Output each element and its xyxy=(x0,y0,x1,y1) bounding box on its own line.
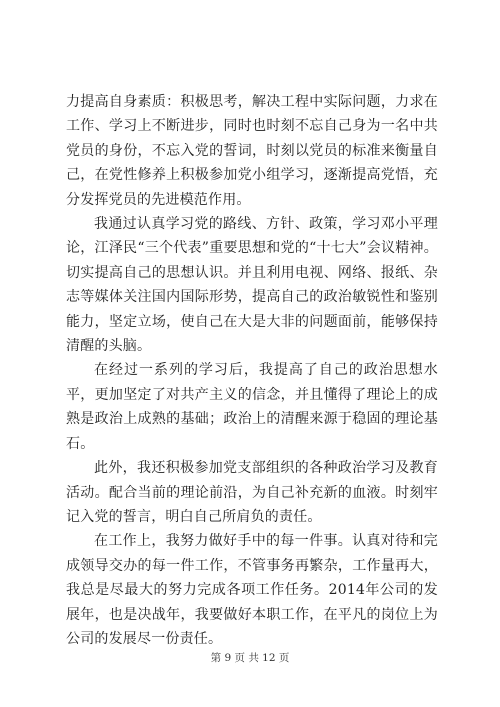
paragraph-4: 此外，我还积极参加党支部组织的各种政治学习及教育活动。配合当前的理论前沿，为自己补充新的血液。时刻牢记入党的誓言，明白自己所肩负的责任。 xyxy=(66,460,438,525)
document-body xyxy=(66,90,438,651)
paragraph-1: 力提高自身素质：积极思考，解决工程中实际问题，力求在工作、学习上不断进步，同时也时刻不忘自己身为一名中共党员的身份，不忘入党的誓词，时刻以党员的标准来衡量自己，在党性修养上积极参加党小组学习，逐渐提高党悟，充分发挥党员的先进模范作用。 xyxy=(66,94,438,208)
paragraph-2: 我通过认真学习党的路线、方针、政策，学习邓小平理论，江泽民“三个代表”重要思想和党的“十七大”会议精神。切实提高自己的思想认识。并且利用电视、网络、报纸、杂志等媒体关注国内国际形势，提高自己的政治敏锐性和鉴别能力，坚定立场，使自己在大是大非的问题面前，能够保持清醒的头脑。 xyxy=(66,216,438,355)
paragraph-3: 在经过一系列的学习后，我提高了自己的政治思想水平，更加坚定了对共产主义的信念，并且懂得了理论上的成熟是政治上成熟的基础；政治上的清醒来源于稳固的理论基石。 xyxy=(66,362,438,452)
page-footer: 第 9 页 共 12 页 xyxy=(210,652,290,664)
paragraph-5: 在工作上，我努力做好手中的每一件事。认真对待和完成领导交办的每一件工作，不管事务再繁杂，工作量再大，我总是尽最大的努力完成各项工作任务。2014年公司的发展年，也是决战年，我要做好本职工作，在平凡的岗位上为公司的发展尽一份责任。 xyxy=(66,533,438,647)
